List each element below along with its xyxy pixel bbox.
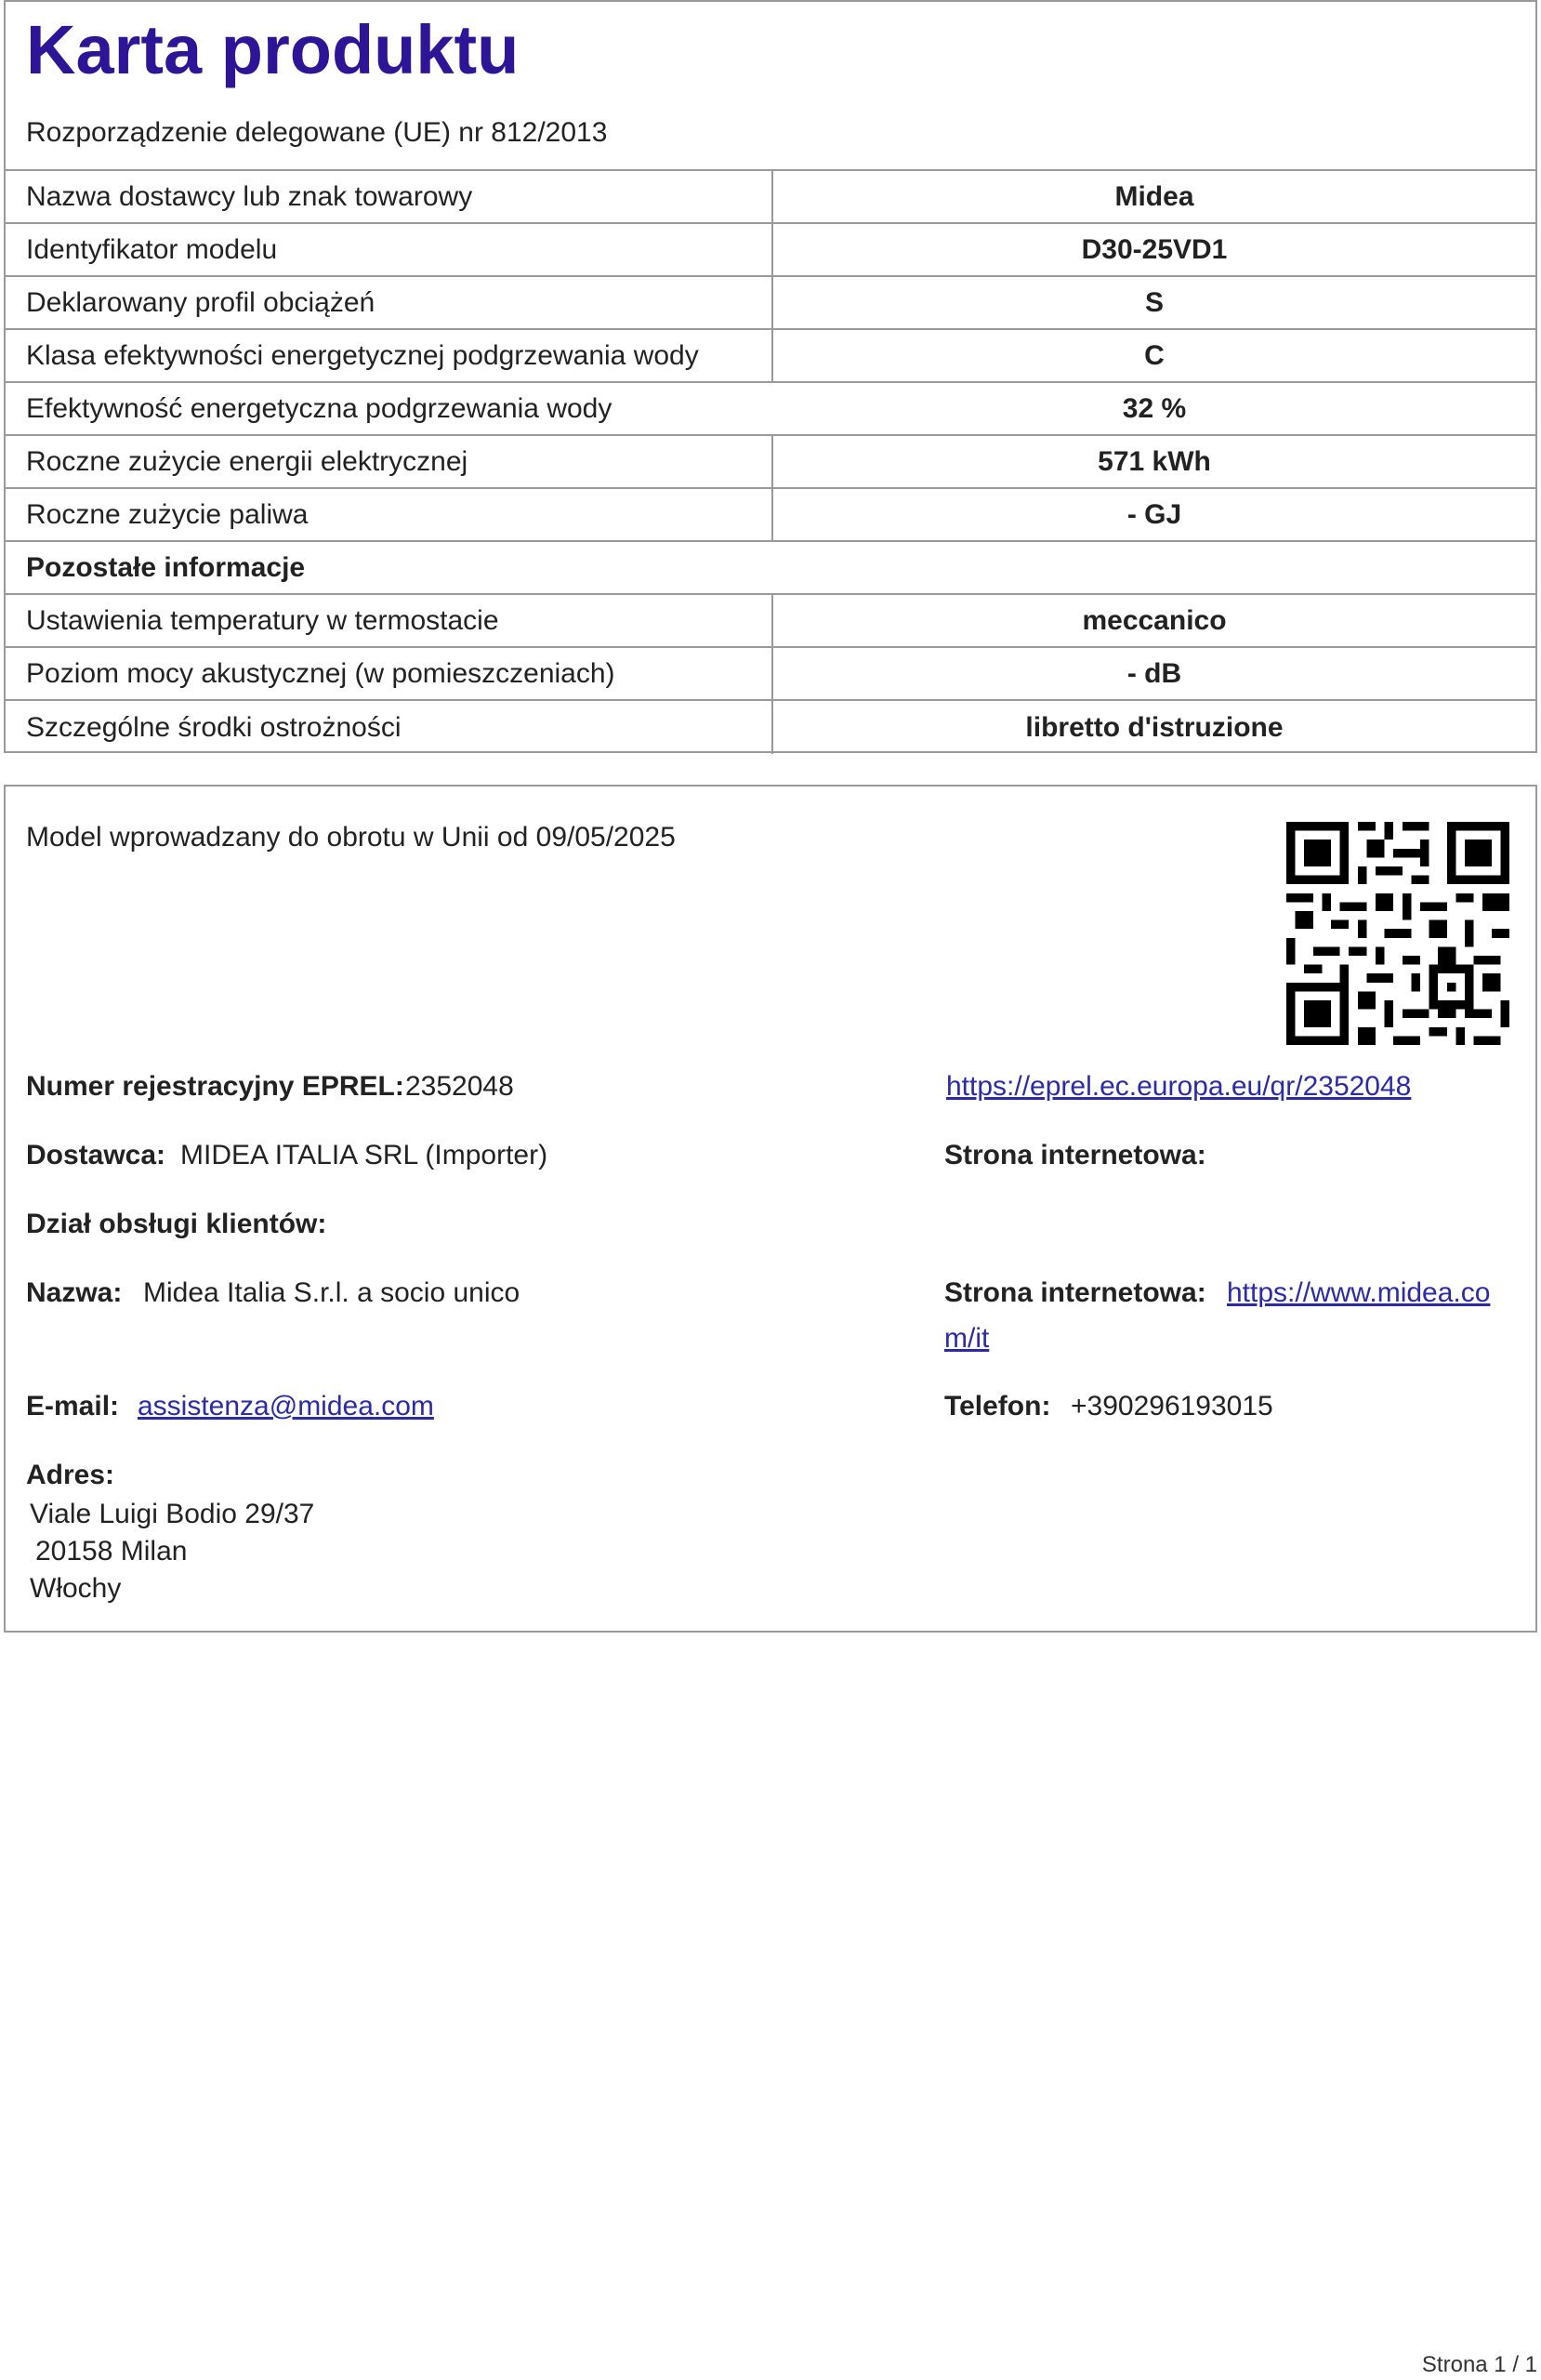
page-title: Karta produktu [26, 11, 520, 88]
eprel-label: Numer rejestracyjny EPREL: [26, 1071, 404, 1102]
row-label: Efektywność energetyczna podgrzewania wody [26, 392, 612, 424]
row-label: Ustawienia temperatury w termostacie [6, 595, 773, 646]
row-label: Poziom mocy akustycznej (w pomieszczeniach) [6, 648, 773, 699]
row-label: Deklarowany profil obciążeń [6, 277, 773, 328]
address-line-3: Włochy [30, 1573, 122, 1604]
supplier-label: Dostawca: [26, 1140, 166, 1170]
model-market-date: Model wprowadzany do obrotu w Unii od 09/05/2025 [26, 822, 676, 853]
other-info-heading: Pozostałe informacje [6, 542, 1535, 595]
address-line-2: 20158 Milan [35, 1536, 188, 1567]
product-fiche-table [4, 0, 1537, 753]
row-label: Szczególne środki ostrożności [6, 701, 773, 754]
address-line-1: Viale Luigi Bodio 29/37 [30, 1499, 315, 1529]
supplier-website-label: Strona internetowa: [944, 1140, 1206, 1170]
qr-code-icon[interactable] [1286, 822, 1509, 1045]
row-label: Nazwa dostawcy lub znak towarowy [6, 171, 773, 222]
website-link[interactable]: https://www.midea.co [1227, 1277, 1491, 1308]
row-value: libretto d'istruzione [1025, 711, 1284, 743]
table-row [6, 436, 1535, 489]
page-number: Strona 1 / 1 [1421, 2352, 1537, 2377]
email-link[interactable]: assistenza@midea.com [138, 1391, 434, 1421]
name-label: Nazwa: [26, 1277, 123, 1308]
table-row [6, 224, 1535, 277]
name-value: Midea Italia S.r.l. a socio unico [143, 1277, 520, 1308]
row-value: 32 % [1122, 392, 1187, 424]
website-label: Strona internetowa: [944, 1277, 1206, 1308]
row-value: S [1144, 286, 1164, 318]
row-value: - dB [1126, 657, 1182, 689]
address-label: Adres: [26, 1460, 115, 1490]
eprel-link[interactable]: https://eprel.ec.europa.eu/qr/2352048 [946, 1071, 1412, 1102]
website-link-continued[interactable]: m/it [944, 1323, 990, 1354]
eprel-value: 2352048 [405, 1071, 514, 1102]
row-value: Midea [1114, 180, 1194, 212]
customer-service-heading: Dział obsługi klientów: [26, 1209, 327, 1239]
row-label: Identyfikator modelu [6, 224, 773, 275]
table-row [6, 489, 1535, 542]
email-label: E-mail: [26, 1391, 120, 1421]
row-label: Roczne zużycie energii elektrycznej [6, 436, 773, 487]
row-value: D30-25VD1 [1081, 233, 1228, 265]
row-value: meccanico [1082, 604, 1227, 636]
table-row [6, 330, 1535, 383]
regulation-reference: Rozporządzenie delegowane (UE) nr 812/2013 [6, 105, 1535, 171]
row-label: Klasa efektywności energetycznej podgrzewania wody [6, 330, 773, 381]
row-value: C [1144, 339, 1165, 371]
supplier-value: MIDEA ITALIA SRL (Importer) [180, 1140, 548, 1170]
table-row [6, 701, 1535, 754]
table-row [6, 648, 1535, 701]
table-row [6, 595, 1535, 648]
row-value: - GJ [1126, 498, 1182, 530]
table-row [6, 383, 1535, 436]
supplier-info-box [4, 785, 1537, 1633]
table-row [6, 277, 1535, 330]
phone-label: Telefon: [944, 1391, 1051, 1421]
row-label: Roczne zużycie paliwa [6, 489, 773, 540]
phone-value: +390296193015 [1071, 1391, 1273, 1421]
row-value: 571 kWh [1098, 445, 1211, 477]
table-row [6, 171, 1535, 224]
